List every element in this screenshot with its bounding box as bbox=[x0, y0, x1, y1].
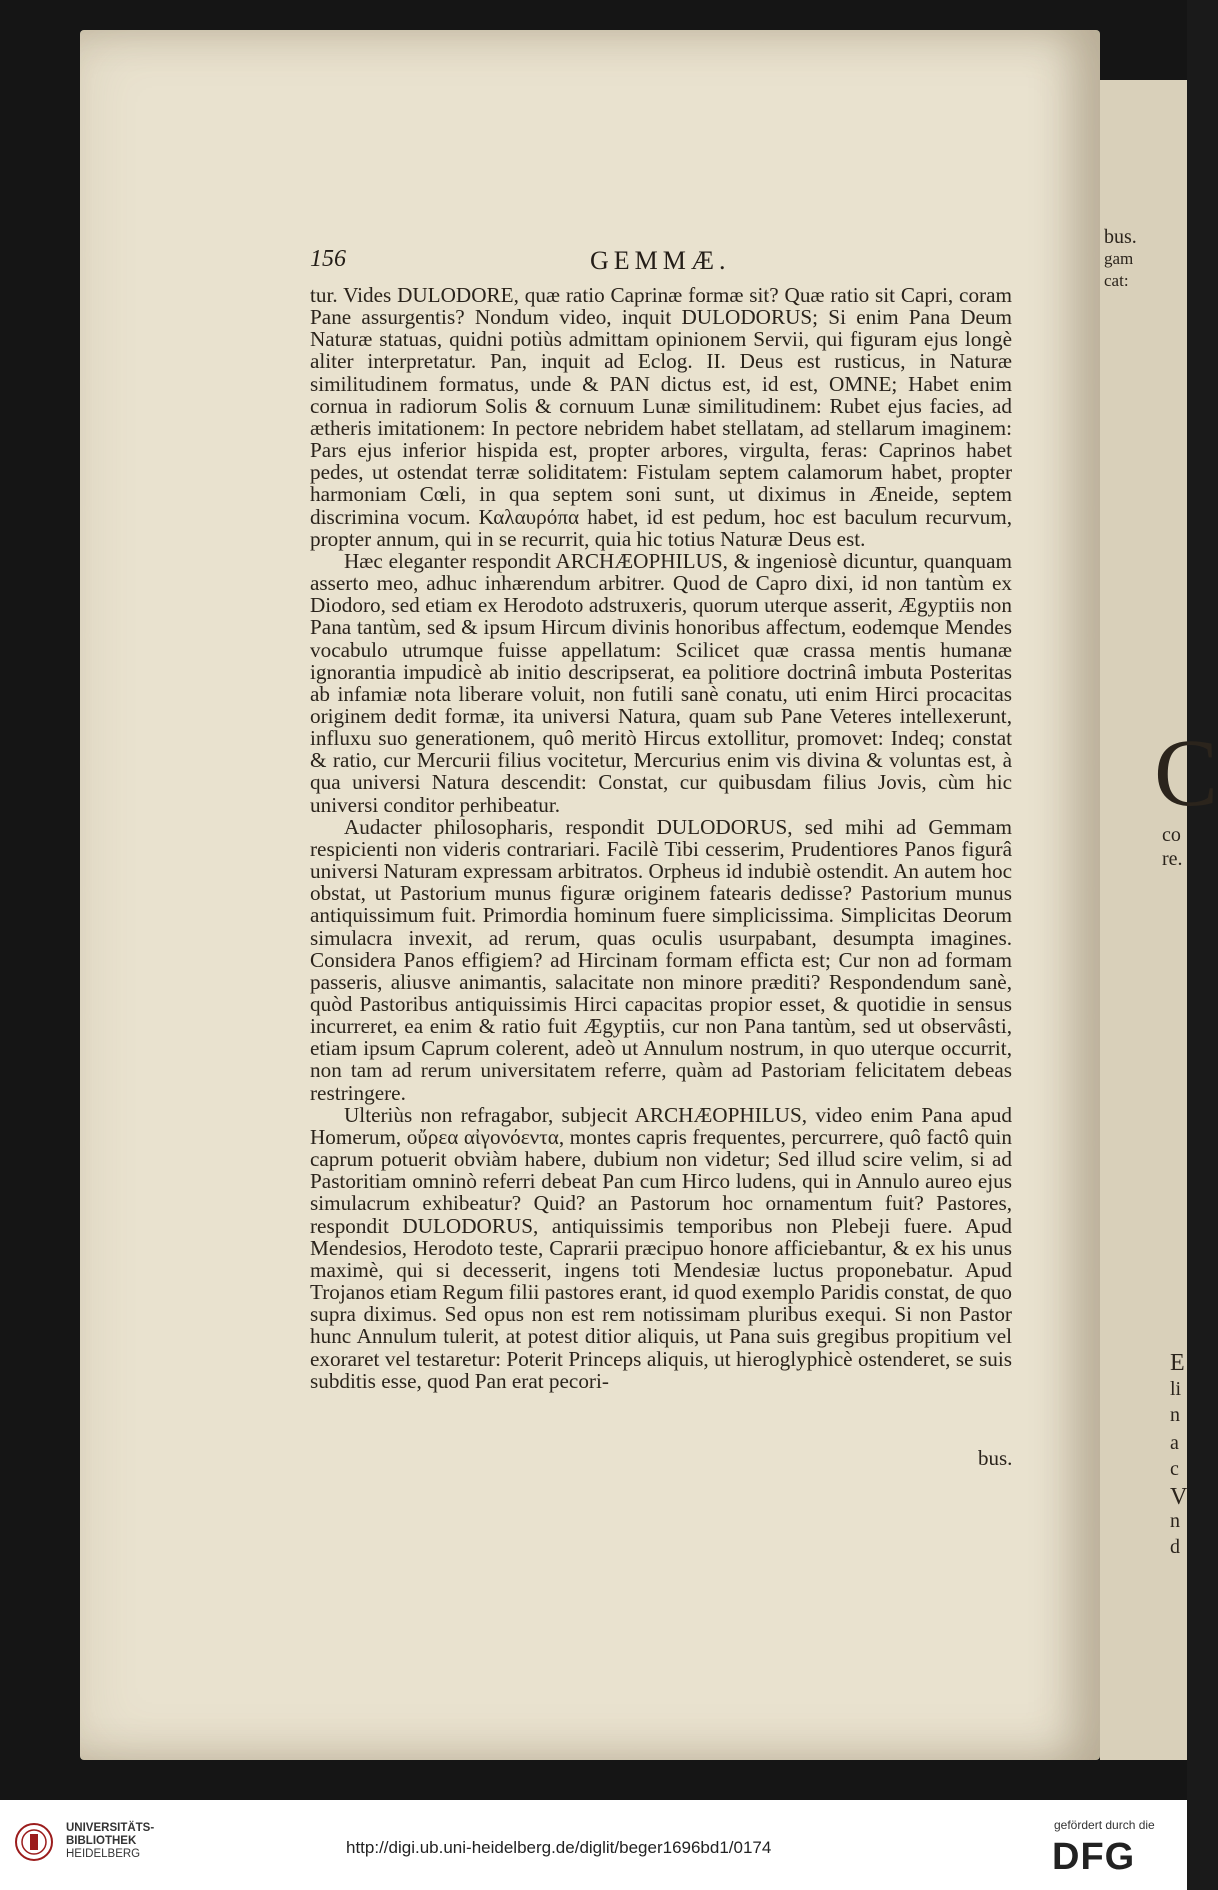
facing-initial: C bbox=[1154, 719, 1218, 826]
facing-line: re. bbox=[1162, 848, 1183, 870]
page-number: 156 bbox=[310, 246, 346, 272]
permalink-url[interactable]: http://digi.ub.uni-heidelberg.de/diglit/beger1696bd1/0174 bbox=[346, 1838, 772, 1857]
paragraph: Hæc eleganter respondit ARCHÆOPHILUS, & ingeniosè dicuntur, quanquam asserto meo, adhuc inhærendum arbitrer. Quod de Capro dixi, id non tantùm ex Diodoro, sed etiam ex Herodoto adstruxeris, quorum uterque asserit, Ægyptiis non Pana tantùm, sed & ipsum Hircum divinis honoribus affectum, eodemque Mendes vocabulo utrumque fuisse appellatum: Scilicet quæ crassa mentis humanæ ignorantia impudicè ab initio descripserat, ea politiore doctrinâ imbuta Posteritas ab infamiæ nota liberare voluit, non futili sanè conatu, uti enim Hirci procacitas originem dedit formæ, ita universi Natura, quam sub Pane Veteres intellexerunt, influxu suo generationem, quô meritò Hircus extollitur, promovet: Indeq; constat & ratio, cur Mercurii filius vocitetur, Mercurius enim vis divina & voluntas est, à qua universi Natura descendit: Constat, cur quibusdam filius Jovis, cùm hic universi conditor perhibeatur. bbox=[310, 548, 1012, 817]
facing-line: V bbox=[1170, 1484, 1188, 1510]
institution-line: UNIVERSITÄTS- bbox=[66, 1822, 155, 1834]
facing-line: co bbox=[1162, 824, 1181, 846]
facing-line: li bbox=[1170, 1378, 1182, 1400]
facing-line: c bbox=[1170, 1458, 1179, 1480]
facing-line: cat: bbox=[1104, 271, 1129, 290]
facing-line: n bbox=[1170, 1404, 1180, 1426]
facing-line: gam bbox=[1104, 249, 1134, 268]
catchword: bus. bbox=[978, 1446, 1013, 1470]
paragraph: Audacter philosopharis, respondit DULODORUS, sed mihi ad Gemmam respicienti non videris contrariari. Facilè Tibi cesserim, Prudentiores Panos figurâ universi Naturam expressam arbitratos. Orpheus id indubiè ostendit. An autem hoc obstat, ut Pastorium munus figuræ originem fatearis dedisse? Pastorium munus antiquissimum fuit. Primordia hominum fuere simplicissima. Simplicitas Deorum simulacra invexit, ad rerum, quas oculis usurpabant, desumpta imagines. Considera Panos effigiem? ad Hircinam formam efficta est; Cur non ad formam passeris, aliusve animantis, salacitate non minore præditi? Respondendum sanè, quòd Pastoribus antiquissimis Hirci capacitas propior esset, & quotidie in sensus incurreret, ea enim & ratio fuit Ægyptiis, cur non Pana tantùm, sed ut observâsti, etiam ipsum Caprum colerent, adeò ut Annulum nostrum, in quo uterque occurrit, non tam ad rerum universitatem referre, quàm ad Pastoriam felicitatem debeas restringere. bbox=[310, 814, 1012, 1105]
facing-line: E bbox=[1170, 1350, 1185, 1376]
funded-by-label: gefördert durch die bbox=[1054, 1818, 1155, 1832]
facing-line: d bbox=[1170, 1536, 1180, 1558]
facing-line: bus. bbox=[1104, 226, 1137, 248]
dfg-logo: DFG bbox=[1052, 1836, 1136, 1878]
facing-page-edge bbox=[1100, 80, 1218, 1760]
university-seal-icon bbox=[14, 1822, 54, 1862]
facing-line: n bbox=[1170, 1510, 1180, 1532]
running-title: GEMMÆ. bbox=[590, 246, 731, 275]
institution-name bbox=[66, 1822, 154, 1861]
paragraph: Ulteriùs non refragabor, subjecit ARCHÆOPHILUS, video enim Pana apud Homerum, οὔρεα αἰγονόεντα, montes capris frequentes, percurrere, quô factô quin caprum potuerit obviàm habere, dubium non videtur; Sed illud scire velim, si ad Pastoritiam omninò referri debeat Pan cum Hirco ludens, qui in Annulo aureo ejus simulacrum exhibeatur? Quid? an Pastorum hoc ornamentum fuit? Pastores, respondit DULODORUS, antiquissimis temporibus non Plebeji fuere. Apud Mendesios, Herodoto teste, Caprarii præcipuo honore afficiebantur, & ex his unus maximè, qui si decesserit, ingens toti Mendesiæ luctus proponebatur. Apud Trojanos etiam Regum filii pastores erant, id quod exemplo Paridis constat, de quo supra diximus. Sed opus non est rem notissimam pluribus exequi. Si non Pastor hunc Annulum tulerit, at potest ditior aliquis, ut Pana suis gregibus propitium vel exoraret vel testaretur: Poterit Princeps aliquis, ut hieroglyphicè ostenderet, se suis subditis esse, quod Pan erat pecori- bbox=[310, 1102, 1012, 1393]
institution-line: HEIDELBERG bbox=[66, 1848, 141, 1860]
page-header bbox=[310, 246, 1030, 286]
facing-line: a bbox=[1170, 1432, 1179, 1454]
body-text bbox=[310, 284, 1012, 1392]
footer-bar bbox=[0, 1800, 1187, 1890]
institution-line: BIBLIOTHEK bbox=[66, 1835, 137, 1847]
paragraph: tur. Vides DULODORE, quæ ratio Caprinæ formæ sit? Quæ ratio sit Capri, coram Pane assurgentis? Nondum video, inquit DULODORUS; Si enim Pana Deum Naturæ statuas, quidni potiùs admittam opinionem Servii, qui figuram ejus longè aliter interpretatur. Pan, inquit ad Eclog. II. Deus est rusticus, in Naturæ similitudinem formatus, unde & PAN dictus est, id est, OMNE; Habet enim cornua in radiorum Solis & cornuum Lunæ similitudinem: Rubet ejus facies, ad ætheris imitationem: In pectore nebridem habet stellatam, ad stellarum imaginem: Pars ejus inferior hispida est, propter arbores, virgulta, feras: Caprinos habet pedes, ut ostendat terræ soliditatem: Fistulam septem calamorum habet, propter harmoniam Cœli, in qua septem soni sunt, ut diximus in Æneide, septem discrimina vocum. Καλαυρόπα habet, id est pedum, hoc est baculum recurvum, propter annum, qui in se recurrit, quia hic totius Naturæ Deus est. bbox=[310, 283, 1012, 551]
